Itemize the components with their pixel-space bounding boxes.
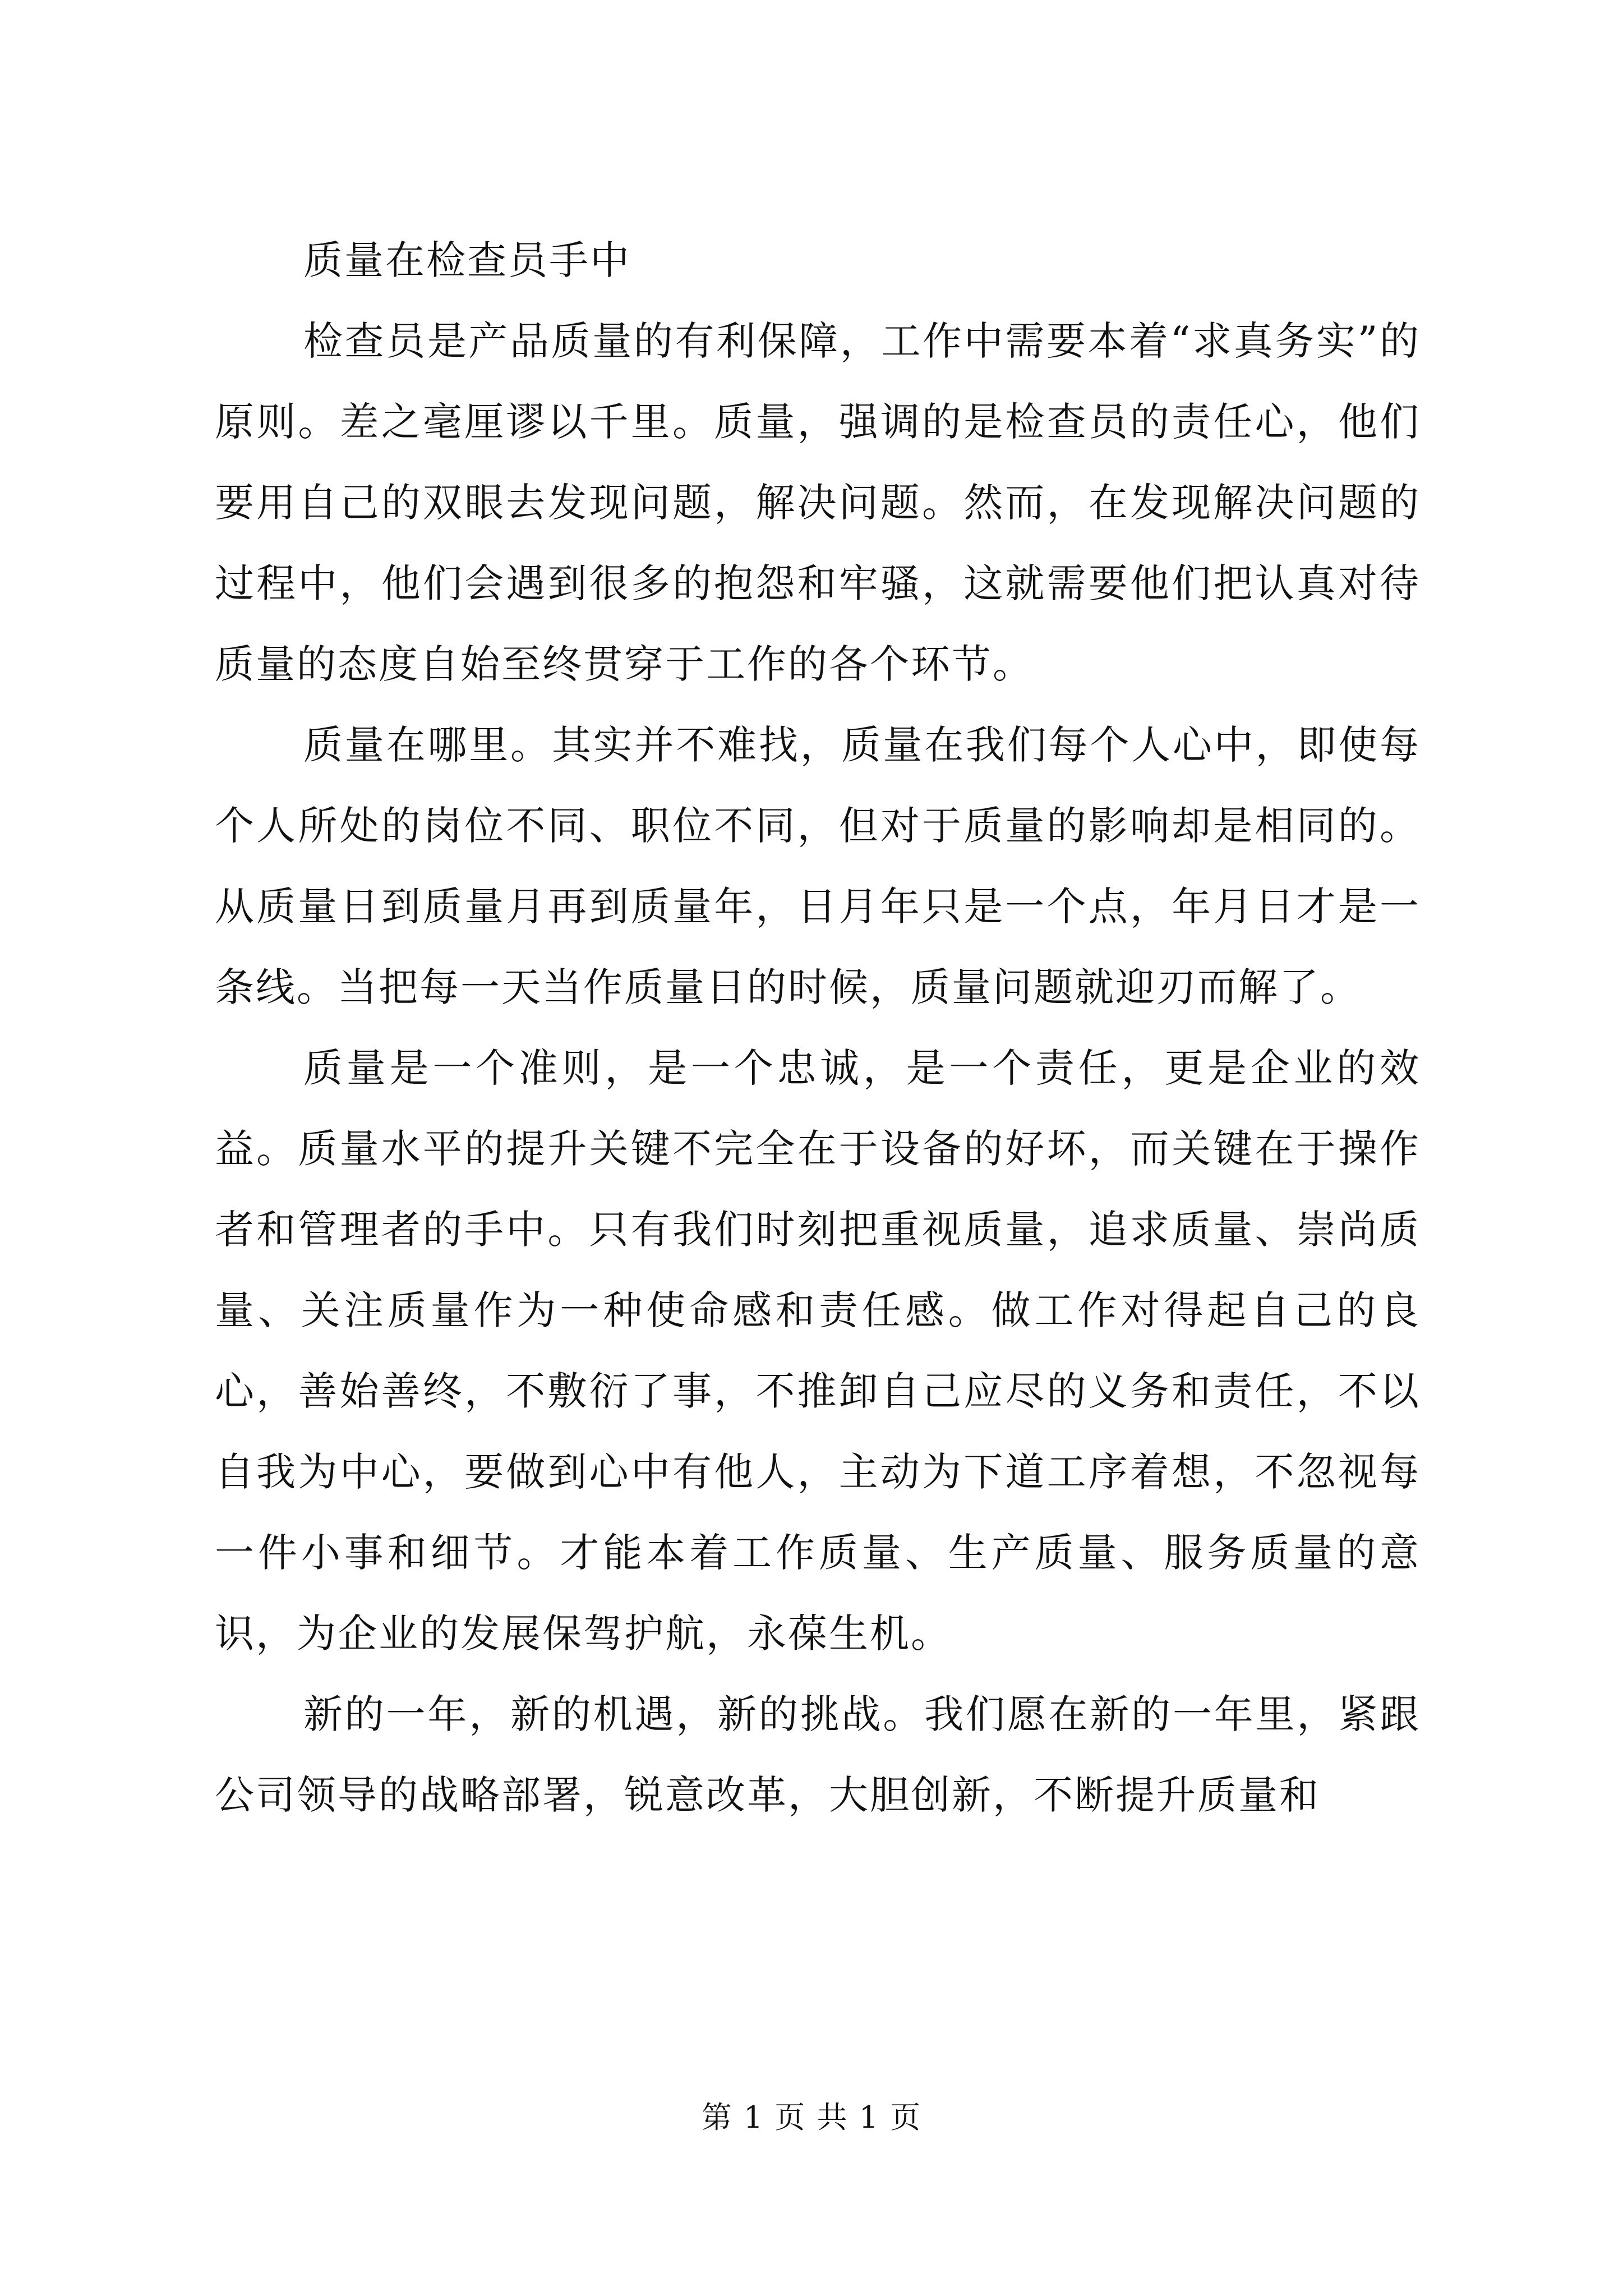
paragraph-2: 质量在哪里。其实并不难找，质量在我们每个人心中，即使每个人所处的岗位不同、职位不同，但对于质量的影响却是相同的。从质量日到质量月再到质量年，日月年只是一个点，年月日才是一条线。当把每一天当作质量日的时候，质量问题就迎刃而解了。 [215, 722, 1421, 1010]
paragraph-1: 检查员是产品质量的有利保障，工作中需要本着“求真务实”的原则。差之毫厘谬以千里。质量，强调的是检查员的责任心，他们要用自己的双眼去发现问题，解决问题。然而，在发现解决问题的过程中，他们会遇到很多的抱怨和牢骚，这就需要他们把认真对待质量的态度自始至终贯穿于工作的各个环节。 [215, 318, 1421, 687]
page-footer: 第 1 页 共 1 页 [701, 2100, 922, 2135]
document-body [215, 220, 1421, 1835]
paragraph-4: 新的一年，新的机遇，新的挑战。我们愿在新的一年里，紧跟公司领导的战略部署，锐意改革，大胆创新，不断提升质量和 [215, 1691, 1421, 1818]
paragraph-3: 质量是一个准则，是一个忠诚，是一个责任，更是企业的效益。质量水平的提升关键不完全在于设备的好坏，而关键在于操作者和管理者的手中。只有我们时刻把重视质量，追求质量、崇尚质量、关注质量作为一种使命感和责任感。做工作对得起自己的良心，善始善终，不敷衍了事，不推卸自己应尽的义务和责任，不以自我为中心，要做到心中有他人，主动为下道工序着想，不忽视每一件小事和细节。才能本着工作质量、生产质量、服务质量的意识，为企业的发展保驾护航，永葆生机。 [215, 1045, 1421, 1657]
document-title: 质量在检查员手中 [303, 237, 631, 283]
